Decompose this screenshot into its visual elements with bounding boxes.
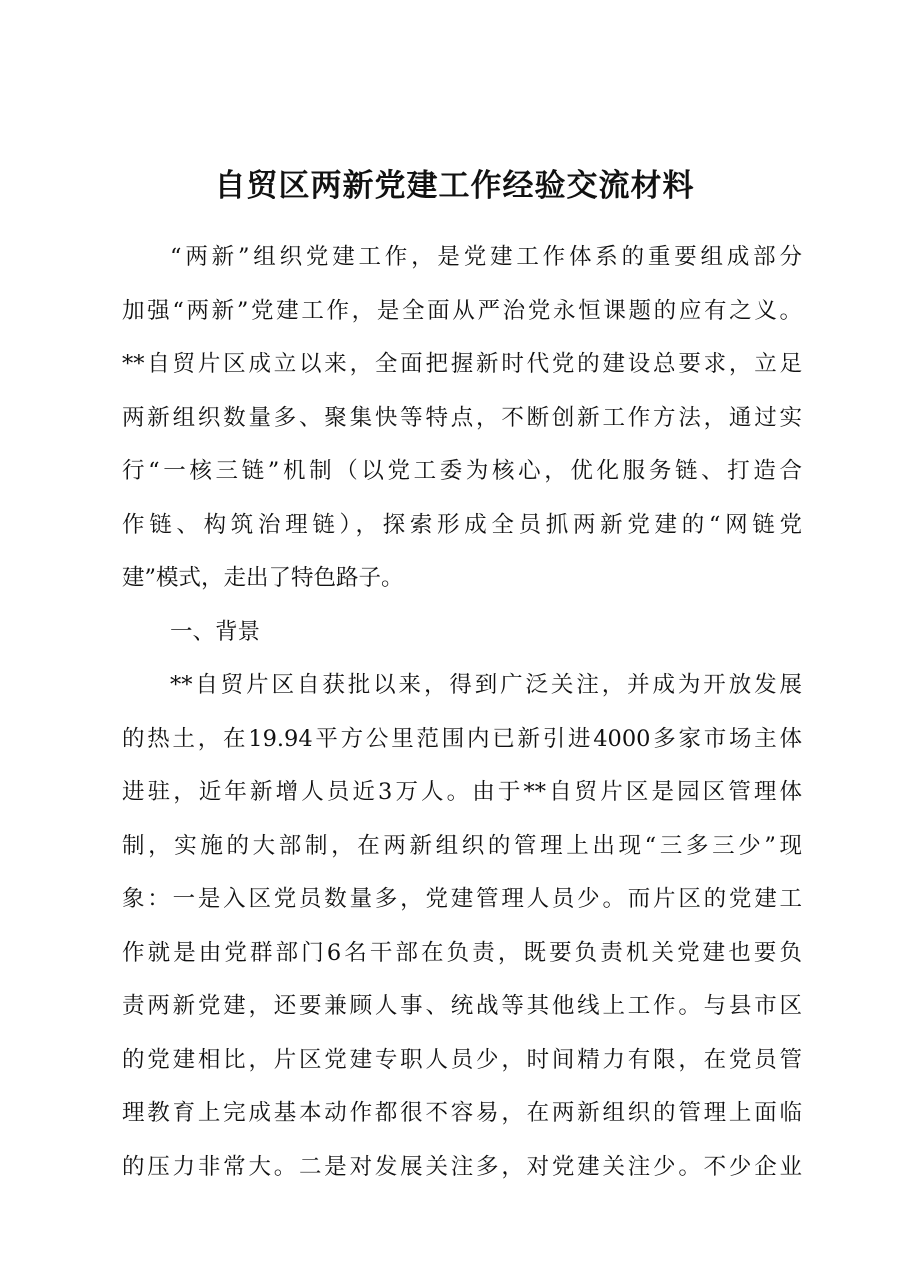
paragraph-3-line-9: 理教育上完成基本动作都很不容易，在两新组织的管理上面临 [122, 1100, 802, 1126]
paragraph-1-line-5: 行“一核三链”机制（以党工委为核心，优化服务链、打造合 [122, 458, 802, 484]
paragraph-1-line-7: 建”模式，走出了特色路子。 [122, 565, 404, 591]
paragraph-3-line-3: 进驻，近年新增人员近3万人。由于**自贸片区是园区管理体 [122, 779, 802, 805]
paragraph-1-line-4: 两新组织数量多、聚集快等特点，不断创新工作方法，通过实 [122, 405, 802, 431]
paragraph-3-line-4: 制，实施的大部制，在两新组织的管理上出现“三多三少”现 [122, 833, 802, 859]
paragraph-3-line-6: 作就是由党群部门6名干部在负责，既要负责机关党建也要负 [122, 940, 802, 966]
paragraph-3-line-2: 的热土，在19.94平方公里范围内已新引进4000多家市场主体 [122, 726, 802, 752]
paragraph-3-line-5: 象：一是入区党员数量多，党建管理人员少。而片区的党建工 [122, 886, 802, 912]
paragraph-1-line-1: “两新”组织党建工作，是党建工作体系的重要组成部分 [170, 244, 802, 270]
paragraph-3-line-10: 的压力非常大。二是对发展关注多，对党建关注少。不少企业 [122, 1154, 802, 1180]
paragraph-3-line-8: 的党建相比，片区党建专职人员少，时间精力有限，在党员管 [122, 1047, 802, 1073]
paragraph-3-line-7: 责两新党建，还要兼顾人事、统战等其他线上工作。与县市区 [122, 993, 802, 1019]
section-heading-background: 一、背景 [170, 619, 261, 645]
paragraph-1-line-2: 加强“两新”党建工作，是全面从严治党永恒课题的应有之义。 [122, 298, 802, 324]
paragraph-1-line-6: 作链、构筑治理链），探索形成全员抓两新党建的“网链党 [122, 512, 802, 538]
paragraph-1-line-3: **自贸片区成立以来，全面把握新时代党的建设总要求，立足 [122, 351, 802, 377]
document-title: 自贸区两新党建工作经验交流材料 [214, 168, 695, 204]
paragraph-3-line-1: **自贸片区自获批以来，得到广泛关注，并成为开放发展 [170, 672, 802, 698]
